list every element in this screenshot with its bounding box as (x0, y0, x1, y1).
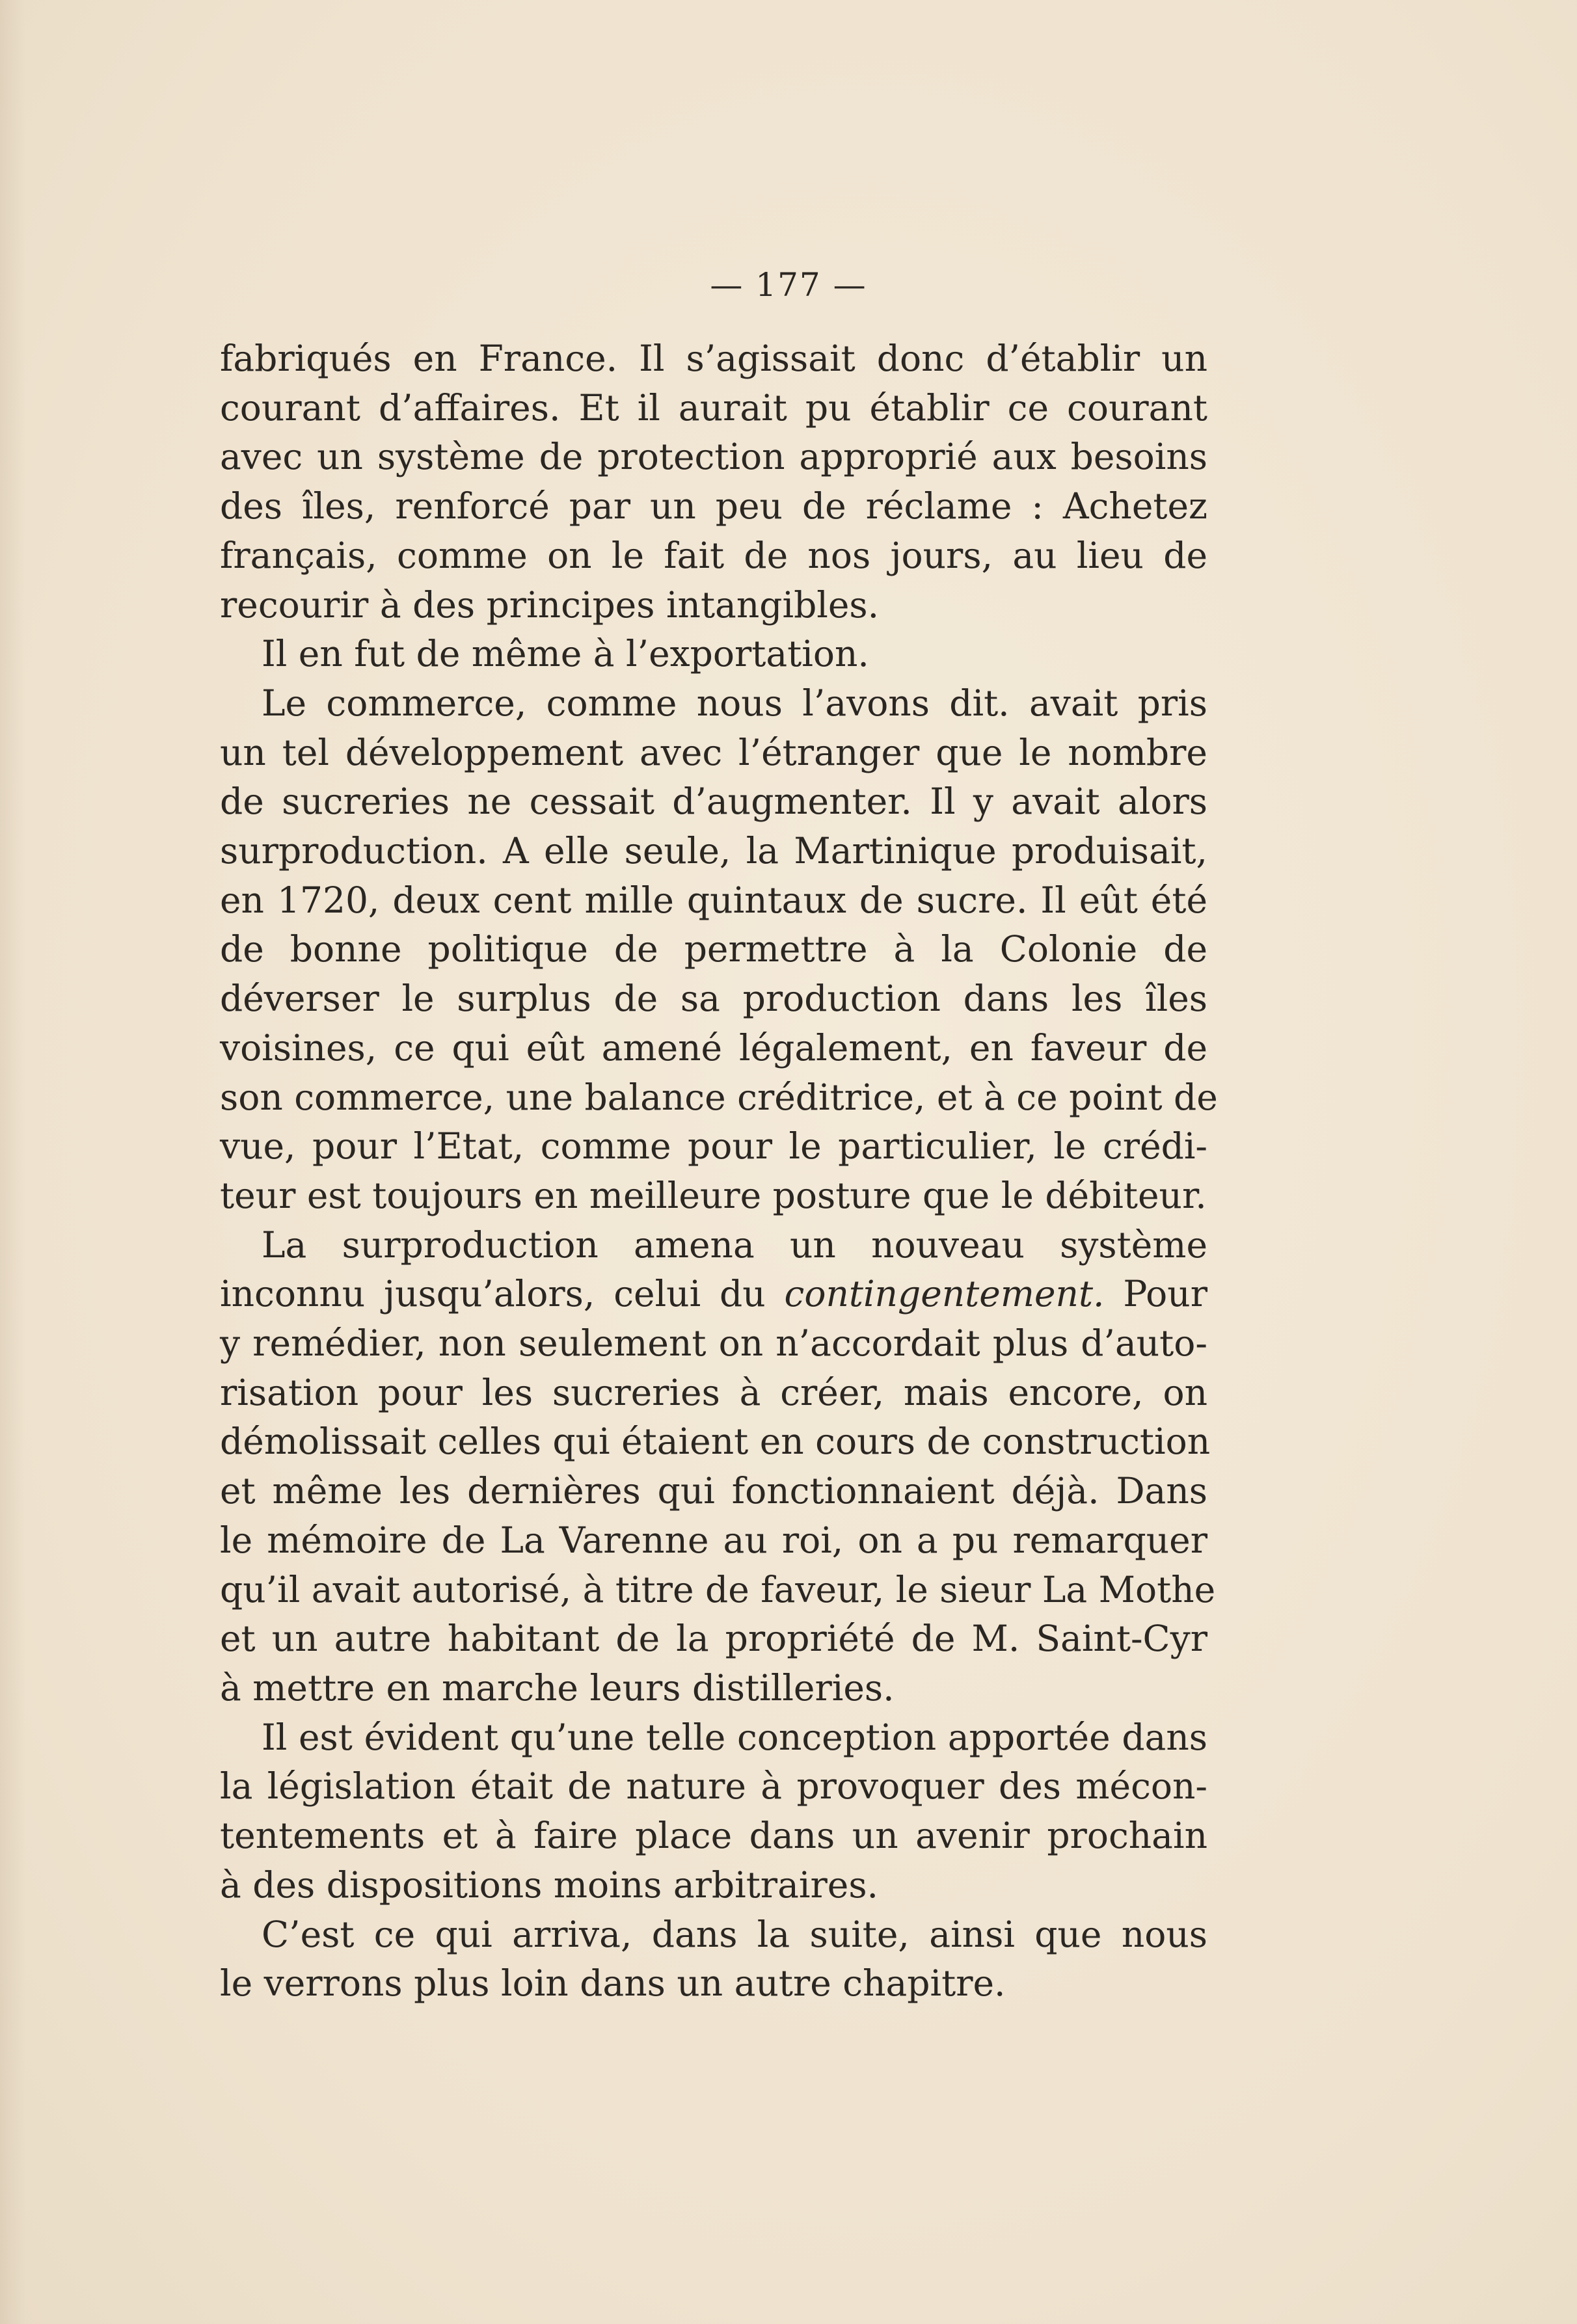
text-line: le mémoire de La Varenne au roi, on a pu remarquer (220, 1519, 1207, 1561)
text-line: son commerce, une balance créditrice, et à ce point de (220, 1076, 1218, 1118)
text-line: démolissait celles qui étaient en cours de construction (220, 1421, 1211, 1463)
text-line: et même les dernières qui fonctionnaient déjà. Dans (220, 1470, 1207, 1512)
text-line: surproduction. A elle seule, la Martinique produisait, (220, 830, 1207, 872)
text-line: avec un système de protection approprié aux besoins (220, 436, 1207, 478)
paragraph-6 (220, 1910, 1207, 2009)
text-line: de bonne politique de permettre à la Colonie de (220, 928, 1207, 970)
text-line: le verrons plus loin dans un autre chapitre. (220, 1962, 1006, 2005)
text-line: à mettre en marche leurs distilleries. (220, 1666, 895, 1709)
paragraph-4 (220, 1221, 1216, 1713)
paragraph-5 (220, 1713, 1207, 1910)
text-line: vue, pour l’Etat, comme pour le particulier, le crédi- (220, 1125, 1207, 1168)
text-line: qu’il avait autorisé, à titre de faveur, le sieur La Mothe (220, 1568, 1216, 1610)
line-text-continued: Pour (1123, 1273, 1207, 1315)
text-line: courant d’affaires. Et il aurait pu établir ce courant (220, 386, 1207, 429)
text-line: des îles, renforcé par un peu de réclame : Achetez (220, 485, 1207, 528)
page-number: — 177 — (710, 266, 867, 304)
text-line: un tel développement avec l’étranger que le nombre (220, 731, 1207, 773)
text-line: teur est toujours en meilleure posture que le débiteur. (220, 1174, 1207, 1216)
text-line: fabriqués en France. Il s’agissait donc d’établir un (220, 338, 1207, 379)
text-line: la législation était de nature à provoquer des mécon- (220, 1765, 1207, 1808)
text-line: Il en fut de même à l’exportation. (262, 633, 869, 675)
text-line: et un autre habitant de la propriété de M. Saint-Cyr (220, 1618, 1207, 1660)
text-line: à des dispositions moins arbitraires. (220, 1863, 879, 1906)
text-line: déverser le surplus de sa production dans les îles (220, 978, 1207, 1020)
text-line: Il est évident qu’une telle conception apportée dans (262, 1716, 1207, 1758)
paragraph-3 (220, 679, 1218, 1221)
body-text (220, 334, 1218, 2009)
text-line: voisines, ce qui eût amené légalement, en faveur de (220, 1026, 1207, 1069)
italic-term: contingentement. (784, 1273, 1105, 1315)
text-line: recourir à des principes intangibles. (220, 583, 880, 626)
text-line: Le commerce, comme nous l’avons dit. avait pris (262, 682, 1207, 724)
text-line: La surproduction amena un nouveau système (262, 1223, 1207, 1266)
text-line: tentements et à faire place dans un avenir prochain (220, 1815, 1207, 1857)
text-line-with-italic (220, 1270, 1207, 1319)
text-line: risation pour les sucreries à créer, mais encore, on (220, 1371, 1207, 1413)
text-line: français, comme on le fait de nos jours, au lieu de (220, 534, 1207, 576)
paragraph-2 (220, 630, 1207, 679)
text-line: y remédier, non seulement on n’accordait plus d’auto- (220, 1322, 1207, 1365)
text-line: C’est ce qui arriva, dans la suite, ainsi que nous (262, 1913, 1207, 1955)
line-text: inconnu jusqu’alors, celui du (220, 1273, 766, 1315)
text-line: de sucreries ne cessait d’augmenter. Il y avait alors (220, 781, 1207, 823)
text-line: en 1720, deux cent mille quintaux de sucre. Il eût été (220, 879, 1207, 921)
paragraph-1 (220, 334, 1207, 630)
